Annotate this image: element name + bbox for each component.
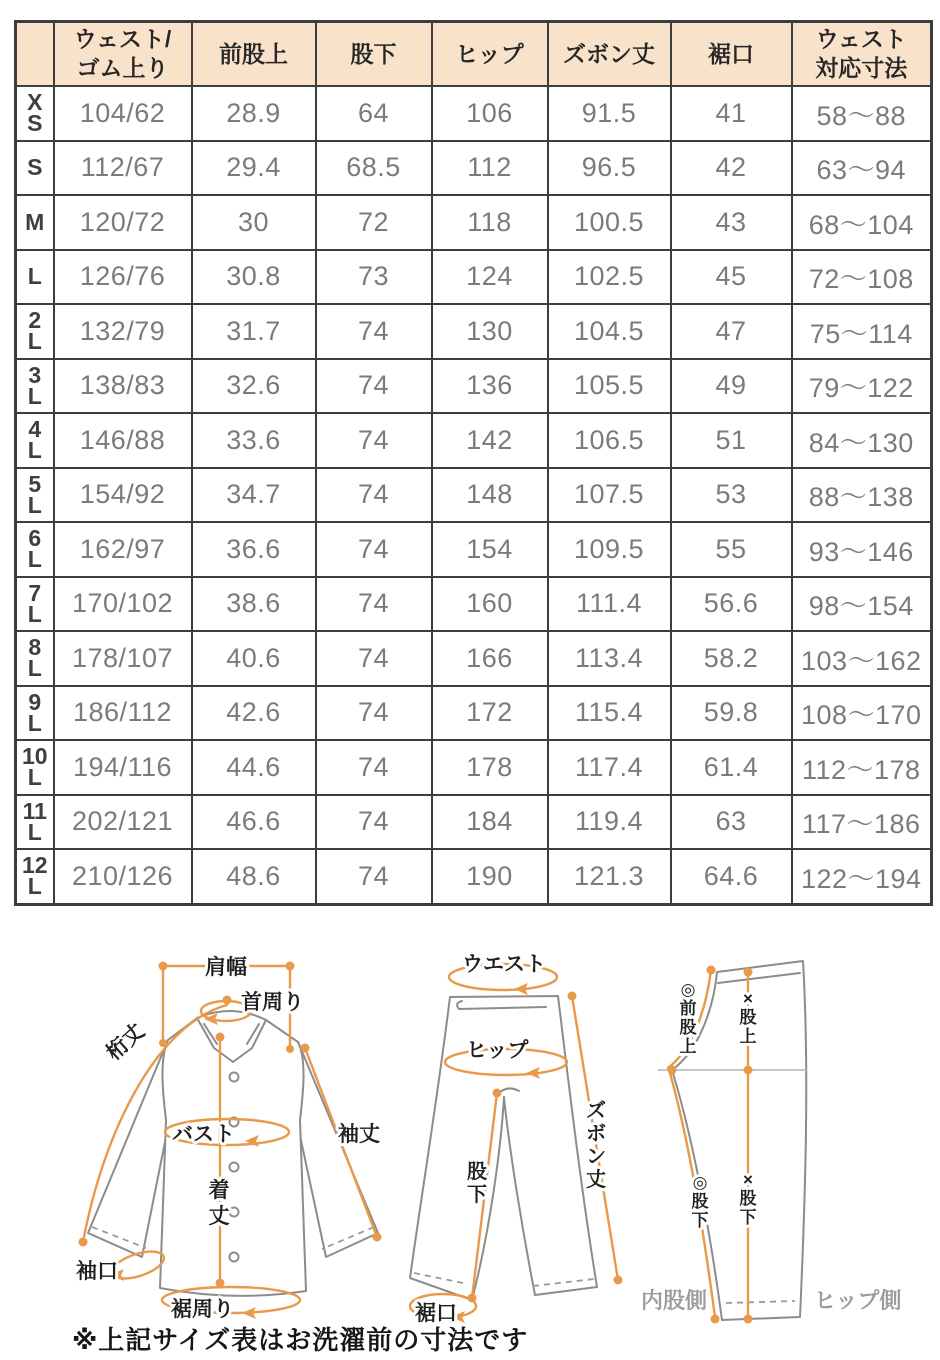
measurement-cell: 112 xyxy=(432,141,548,196)
measurement-cell: 130 xyxy=(432,304,548,359)
measurement-cell: 88〜138 xyxy=(792,468,932,523)
measurement-cell: 105.5 xyxy=(548,359,671,414)
measurement-cell: 45 xyxy=(671,250,792,305)
size-label: S xyxy=(16,141,54,196)
table-row xyxy=(16,577,932,632)
shirt-right-sleeve xyxy=(296,1042,378,1257)
measurement-cell: 103〜162 xyxy=(792,631,932,686)
table-row xyxy=(16,522,932,577)
measurement-cell: 162/97 xyxy=(54,522,192,577)
measurement-cell: 79〜122 xyxy=(792,359,932,414)
inseam-b-label: ×股下 xyxy=(739,1170,757,1227)
size-label: 6 L xyxy=(16,522,54,577)
neck-label: 首周り xyxy=(241,991,304,1014)
measurement-cell: 28.9 xyxy=(192,86,316,141)
measurement-cell: 170/102 xyxy=(54,577,192,632)
measurement-cell: 73 xyxy=(316,250,432,305)
measurement-cell: 120/72 xyxy=(54,195,192,250)
measurement-cell: 178 xyxy=(432,740,548,795)
measurement-cell: 106.5 xyxy=(548,413,671,468)
measurement-cell: 33.6 xyxy=(192,413,316,468)
measurement-cell: 113.4 xyxy=(548,631,671,686)
measurement-cell: 104/62 xyxy=(54,86,192,141)
measurement-cell: 184 xyxy=(432,795,548,850)
measurement-cell: 119.4 xyxy=(548,795,671,850)
pajama-shirt-diagram xyxy=(76,955,382,1321)
inner-side-label: 内股側 xyxy=(641,1288,708,1313)
size-label: L xyxy=(16,250,54,305)
table-row xyxy=(16,304,932,359)
table-row xyxy=(16,740,932,795)
measurement-cell: 100.5 xyxy=(548,195,671,250)
measurement-cell: 190 xyxy=(432,849,548,904)
measurement-cell: 64.6 xyxy=(671,849,792,904)
measurement-cell: 154 xyxy=(432,522,548,577)
measurement-cell: 49 xyxy=(671,359,792,414)
size-table-header xyxy=(16,22,932,87)
column-header: 股下 xyxy=(316,22,432,87)
measurement-cell: 74 xyxy=(316,522,432,577)
pants-front-diagram xyxy=(410,953,623,1325)
measurement-cell: 61.4 xyxy=(671,740,792,795)
measurement-cell: 31.7 xyxy=(192,304,316,359)
measurement-cell: 74 xyxy=(316,631,432,686)
measurement-cell: 53 xyxy=(671,468,792,523)
shirt-left-sleeve xyxy=(88,1040,170,1257)
measurement-cell: 68〜104 xyxy=(792,195,932,250)
size-label: X S xyxy=(16,86,54,141)
measurement-cell: 160 xyxy=(432,577,548,632)
measurement-cell: 132/79 xyxy=(54,304,192,359)
measurement-cell: 30 xyxy=(192,195,316,250)
measurement-cell: 44.6 xyxy=(192,740,316,795)
measurement-cell: 194/116 xyxy=(54,740,192,795)
measurement-cell: 186/112 xyxy=(54,686,192,741)
measurement-cell: 40.6 xyxy=(192,631,316,686)
measurement-cell: 32.6 xyxy=(192,359,316,414)
measurement-cell: 74 xyxy=(316,686,432,741)
measurement-cell: 108〜170 xyxy=(792,686,932,741)
measurement-cell: 59.8 xyxy=(671,686,792,741)
cuff-label: 袖口 xyxy=(76,1260,118,1283)
column-header: 前股上 xyxy=(192,22,316,87)
corner-cell xyxy=(16,22,54,87)
measurement-cell: 55 xyxy=(671,522,792,577)
measurement-cell: 102.5 xyxy=(548,250,671,305)
hip-side-label: ヒップ側 xyxy=(814,1288,902,1313)
hip-label: ヒップ xyxy=(466,1039,529,1062)
measurement-cell: 74 xyxy=(316,849,432,904)
measurement-cell: 98〜154 xyxy=(792,577,932,632)
measurement-cell: 112/67 xyxy=(54,141,192,196)
column-header: 裾口 xyxy=(671,22,792,87)
table-row xyxy=(16,795,932,850)
size-label: 8 L xyxy=(16,631,54,686)
measurement-cell: 34.7 xyxy=(192,468,316,523)
measurement-cell: 36.6 xyxy=(192,522,316,577)
inseam-a-label: ◎股下 xyxy=(691,1173,709,1230)
bust-label: バスト xyxy=(172,1123,235,1146)
measurement-cell: 43 xyxy=(671,195,792,250)
size-table-body xyxy=(16,86,932,904)
measurement-cell: 115.4 xyxy=(548,686,671,741)
body-length-label: 着丈 xyxy=(208,1179,230,1228)
table-row xyxy=(16,413,932,468)
waist-label: ウエスト xyxy=(462,953,546,976)
measurement-cell: 58.2 xyxy=(671,631,792,686)
column-header: ズボン丈 xyxy=(548,22,671,87)
size-label: 10 L xyxy=(16,740,54,795)
measurement-cell: 74 xyxy=(316,359,432,414)
measurement-cell: 46.6 xyxy=(192,795,316,850)
measurement-cell: 122〜194 xyxy=(792,849,932,904)
size-label: 3 L xyxy=(16,359,54,414)
column-header: ウェスト 対応寸法 xyxy=(792,22,932,87)
pre-wash-note: ※上記サイズ表はお洗濯前の寸法です xyxy=(72,1325,529,1355)
measurement-cell: 68.5 xyxy=(316,141,432,196)
measurement-cell: 124 xyxy=(432,250,548,305)
measurement-cell: 63〜94 xyxy=(792,141,932,196)
measurement-cell: 126/76 xyxy=(54,250,192,305)
table-row xyxy=(16,86,932,141)
size-label: 9 L xyxy=(16,686,54,741)
size-label: M xyxy=(16,195,54,250)
size-label: 5 L xyxy=(16,468,54,523)
measurement-cell: 74 xyxy=(316,468,432,523)
size-label: 4 L xyxy=(16,413,54,468)
measurement-cell: 29.4 xyxy=(192,141,316,196)
pants-side-diagram xyxy=(641,961,901,1324)
measurement-cell: 74 xyxy=(316,413,432,468)
measurement-cell: 41 xyxy=(671,86,792,141)
size-label: 11 L xyxy=(16,795,54,850)
measurement-cell: 72 xyxy=(316,195,432,250)
size-label: 2 L xyxy=(16,304,54,359)
measurement-cell: 72〜108 xyxy=(792,250,932,305)
shoulder-width-label: 肩幅 xyxy=(205,956,247,979)
measurement-cell: 112〜178 xyxy=(792,740,932,795)
column-header: ウェスト/ ゴム上り xyxy=(54,22,192,87)
measurement-cell: 64 xyxy=(316,86,432,141)
size-table-header-row xyxy=(16,22,932,87)
measurement-diagrams xyxy=(0,945,940,1360)
measurement-cell: 142 xyxy=(432,413,548,468)
measurement-cell: 63 xyxy=(671,795,792,850)
measurement-cell: 96.5 xyxy=(548,141,671,196)
measurement-cell: 38.6 xyxy=(192,577,316,632)
hem-label: 裾口 xyxy=(415,1302,457,1325)
measurement-cell: 51 xyxy=(671,413,792,468)
table-row xyxy=(16,250,932,305)
measurement-cell: 74 xyxy=(316,795,432,850)
pants-length-label: ズボン丈 xyxy=(586,1100,606,1191)
measurement-cell: 48.6 xyxy=(192,849,316,904)
measurement-cell: 74 xyxy=(316,304,432,359)
measurement-cell: 74 xyxy=(316,577,432,632)
measurement-cell: 75〜114 xyxy=(792,304,932,359)
measurement-cell: 109.5 xyxy=(548,522,671,577)
table-row xyxy=(16,359,932,414)
measurement-cell: 118 xyxy=(432,195,548,250)
measurement-cell: 93〜146 xyxy=(792,522,932,577)
measurement-cell: 74 xyxy=(316,740,432,795)
size-table xyxy=(14,20,933,906)
measurement-cell: 172 xyxy=(432,686,548,741)
measurement-cell: 111.4 xyxy=(548,577,671,632)
table-row xyxy=(16,631,932,686)
column-header: ヒップ xyxy=(432,22,548,87)
inseam-label: 股下 xyxy=(467,1161,487,1206)
measurement-cell: 136 xyxy=(432,359,548,414)
measurement-cell: 202/121 xyxy=(54,795,192,850)
rise-label: ×股上 xyxy=(739,989,757,1046)
size-label: 12 L xyxy=(16,849,54,904)
table-row xyxy=(16,195,932,250)
measurement-cell: 166 xyxy=(432,631,548,686)
measurement-cell: 56.6 xyxy=(671,577,792,632)
measurement-cell: 154/92 xyxy=(54,468,192,523)
measurement-cell: 84〜130 xyxy=(792,413,932,468)
measurement-cell: 138/83 xyxy=(54,359,192,414)
measurement-cell: 104.5 xyxy=(548,304,671,359)
measurement-cell: 148 xyxy=(432,468,548,523)
sleeve-from-center-label: 桁丈 xyxy=(102,1019,149,1065)
size-label: 7 L xyxy=(16,577,54,632)
measurement-cell: 146/88 xyxy=(54,413,192,468)
hem-around-label: 裾周り xyxy=(171,1298,234,1321)
front-rise-label: ◎前股上 xyxy=(679,980,697,1056)
table-row xyxy=(16,686,932,741)
measurement-cell: 210/126 xyxy=(54,849,192,904)
sleeve-length-label: 袖丈 xyxy=(338,1123,380,1146)
table-row xyxy=(16,141,932,196)
measurement-cell: 117〜186 xyxy=(792,795,932,850)
measurement-cell: 91.5 xyxy=(548,86,671,141)
table-row xyxy=(16,849,932,904)
measurement-cell: 107.5 xyxy=(548,468,671,523)
table-row xyxy=(16,468,932,523)
measurement-cell: 106 xyxy=(432,86,548,141)
measurement-cell: 47 xyxy=(671,304,792,359)
measurement-cell: 178/107 xyxy=(54,631,192,686)
measurement-cell: 117.4 xyxy=(548,740,671,795)
measurement-cell: 121.3 xyxy=(548,849,671,904)
measurement-cell: 42 xyxy=(671,141,792,196)
measurement-cell: 58〜88 xyxy=(792,86,932,141)
measurement-cell: 30.8 xyxy=(192,250,316,305)
measurement-cell: 42.6 xyxy=(192,686,316,741)
